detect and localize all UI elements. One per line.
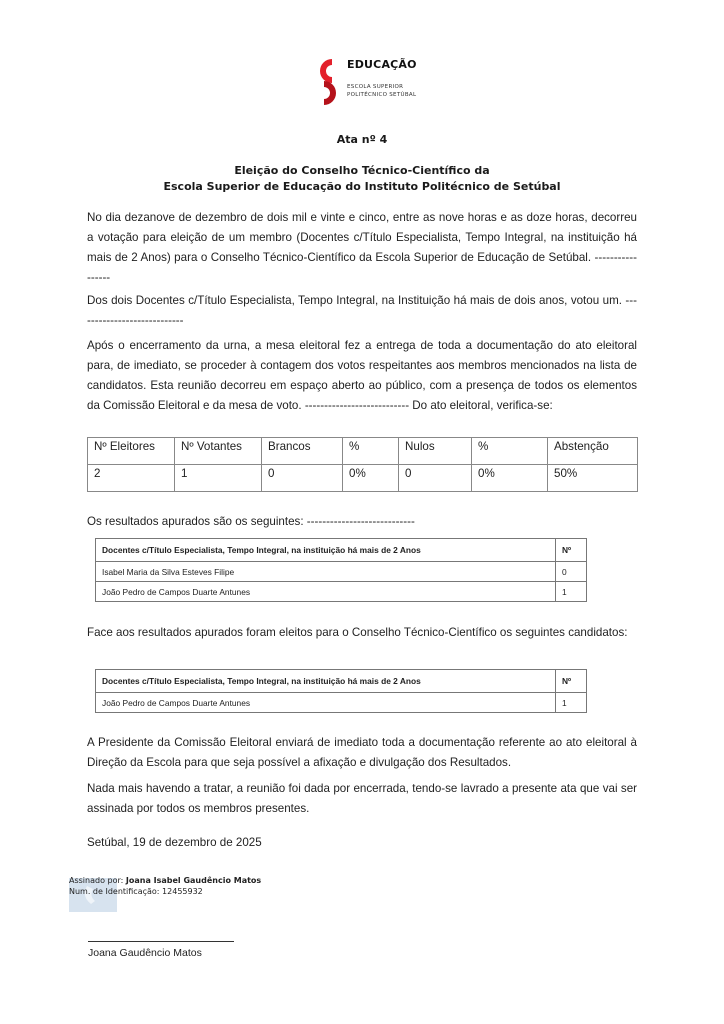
elected-votes: 1 [556,693,587,713]
results-table [95,538,587,602]
results-header-row [96,539,587,562]
id-value: 12455932 [162,887,203,896]
stats-header-cell: Abstenção [548,438,638,465]
elected-header-num: Nº [556,670,587,693]
elected-header-row [96,670,587,693]
stats-table [87,437,638,492]
results-header-category: Docentes c/Título Especialista, Tempo Integral, na instituição há mais de 2 Anos [96,539,556,562]
stats-header-cell: Nulos [399,438,472,465]
candidate-name: Isabel Maria da Silva Esteves Filipe [96,562,556,582]
logo-sub-line2: POLITÉCNICO SETÚBAL [347,92,417,98]
paragraph-intro: No dia dezanove de dezembro de dois mil e vinte e cinco, entre as nove horas e as doze horas, decorreu a votação para eleição de um membro (Docentes c/Título Especialista, Tempo Integral, na instituição há mais de 2 Anos) para o Conselho Técnico-Científico da Escola Superior de Educação de Setúbal. ----------------- [87,211,637,284]
table-row [96,562,587,582]
stats-cell: 0 [262,465,343,492]
paragraph-closing: Nada mais havendo a tratar, a reunião foi dada por encerrada, tendo-se lavrado a presente ata que vai ser assinada por todos os membros presentes. [87,782,637,815]
heading-line2: Escola Superior de Educação do Instituto Politécnico de Setúbal [163,180,561,193]
stats-header-cell: Nº Votantes [175,438,262,465]
signed-by-name: Joana Isabel Gaudêncio Matos [125,876,262,885]
candidate-name: João Pedro de Campos Duarte Antunes [96,582,556,602]
paragraph-results-intro: Os resultados apurados são os seguintes: ---------------------------- [87,515,415,528]
logo-sub-line1: ESCOLA SUPERIOR [347,84,404,90]
digital-signature-text [69,875,261,897]
stats-cell: 0% [472,465,548,492]
paragraph-elected-intro: Face aos resultados apurados foram eleitos para o Conselho Técnico-Científico os seguintes candidatos: [87,626,628,639]
candidate-votes: 0 [556,562,587,582]
paragraph-president: A Presidente da Comissão Eleitoral enviará de imediato toda a documentação referente ao ato eleitoral à Direção da Escola para que seja possível a afixação e divulgação dos Resultados. [87,736,637,769]
school-logo [312,56,432,108]
logo-subtitle [347,83,416,99]
stats-header-row [88,438,638,465]
elected-table [95,669,587,713]
ese-logo-icon [312,56,346,108]
stats-cell: 2 [88,465,175,492]
logo-title: EDUCAÇÃO [347,58,417,71]
stats-cell: 1 [175,465,262,492]
stats-header-cell: % [343,438,399,465]
id-label: Num. de Identificação: [69,887,160,896]
stats-header-cell: % [472,438,548,465]
stats-cell: 0% [343,465,399,492]
candidate-votes: 1 [556,582,587,602]
results-header-num: Nº [556,539,587,562]
stats-value-row [88,465,638,492]
stats-cell: 0 [399,465,472,492]
stats-header-cell: Nº Eleitores [88,438,175,465]
ata-title: Ata nº 4 [336,133,388,146]
stats-header-cell: Brancos [262,438,343,465]
stats-cell: 50% [548,465,638,492]
document-heading [0,163,724,195]
paragraph-count: Após o encerramento da urna, a mesa eleitoral fez a entrega de toda a documentação do ato eleitoral para, de imediato, se proceder à contagem dos votos respeitantes aos membros mencionados na lista de candidatos. Esta reunião decorreu em espaço aberto ao público, com a presença de todos os elementos da Comissão Eleitoral e da mesa de voto. --------------------------- Do ato eleitoral, verifica-se: [87,339,637,412]
paragraph-voters: Dos dois Docentes c/Título Especialista, Tempo Integral, na Instituição há mais de dois anos, votou um. ---------------------------- [87,294,637,327]
heading-line1: Eleição do Conselho Técnico-Científico da [234,164,490,177]
table-row [96,693,587,713]
elected-name: João Pedro de Campos Duarte Antunes [96,693,556,713]
elected-header-category: Docentes c/Título Especialista, Tempo Integral, na instituição há mais de 2 Anos [96,670,556,693]
signature-line [88,941,234,942]
signatory-name: Joana Gaudêncio Matos [88,947,202,959]
date-place: Setúbal, 19 de dezembro de 2025 [87,836,262,849]
signed-by-label: Assinado por: [69,876,124,885]
table-row [96,582,587,602]
